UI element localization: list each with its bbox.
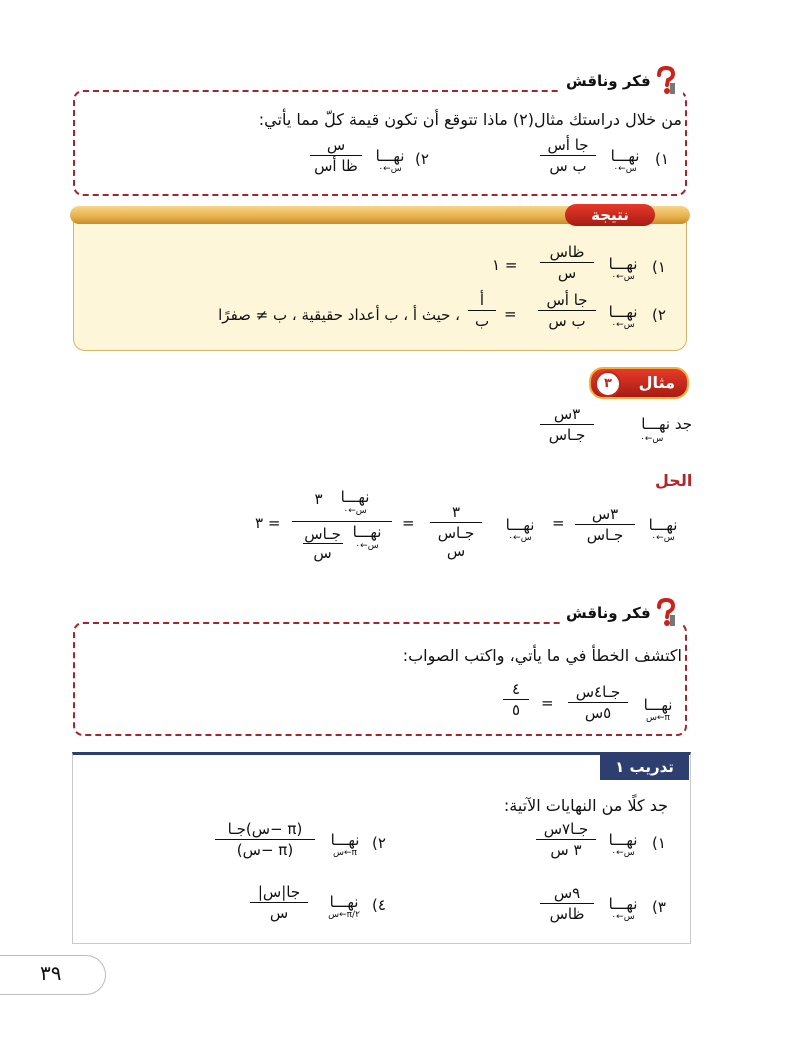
result-r1-eq: = ١	[492, 256, 518, 274]
result-title: نتيجة	[565, 204, 655, 226]
think1-item1-lim: نهـــا س←٠	[610, 147, 640, 174]
training-t1-num: ١)	[652, 834, 666, 852]
think2-rfrac: ٤ ٥	[503, 680, 529, 719]
think2-frac: جـا٤س ٥س	[568, 683, 628, 722]
result-r2-eq: =	[504, 305, 517, 323]
think-header-2	[560, 598, 683, 628]
solution-step1-lim: نهـــا س←٠	[648, 516, 678, 543]
training-t2-num: ٢)	[372, 834, 386, 852]
solution-label: الحل	[655, 471, 693, 490]
training-t2-frac: جـا(س− π) (س− π)	[215, 820, 315, 859]
training-t3-num: ٣)	[652, 898, 666, 916]
training-t4-frac: |جا|س س	[250, 883, 308, 922]
result-box	[73, 211, 687, 351]
training-t2-lim: نهـــا س←π	[330, 831, 360, 858]
page-number: ٣٩	[40, 961, 62, 985]
solution-step3-eq: =	[402, 514, 415, 532]
solution-step3-frac: نهـــا س←٠ ٣ نهـــا س←٠ جـاس س	[292, 490, 392, 562]
result-r2-frac: جا أس ب س	[538, 291, 596, 330]
training-t3-frac: ٩س ظاس	[540, 884, 594, 923]
solution-step2-eq: =	[552, 514, 565, 532]
example-prompt: جد نهـــا	[641, 415, 692, 433]
result-r2-num: ٢)	[652, 306, 666, 324]
think1-item1-frac: جا أس ب س	[540, 136, 596, 175]
solution-step1-frac: ٣س جـاس	[575, 505, 635, 544]
example-frac: ٣س جـاس	[540, 405, 594, 444]
result-r2-condition: ، حيث أ ، ب أعداد حقيقية ، ب ≠ صفرًا	[218, 306, 460, 324]
think-title-1: فكر وناقش	[566, 72, 651, 90]
training-t1-frac: جـا٧س ٣ س	[536, 820, 596, 859]
think-title-2: فكر وناقش	[566, 604, 651, 622]
training-t3-lim: نهـــا س←٠	[608, 895, 638, 922]
think2-lim: نهـــا س←π	[643, 696, 673, 723]
think-question-1: من خلال دراستك مثال(٢) ماذا تتوقع أن تكون قيمة كلّ مما يأتي:	[258, 110, 682, 129]
question-mark-icon	[655, 598, 677, 628]
training-t4-num: ٤)	[372, 896, 386, 914]
think1-item2-num: ٢)	[415, 150, 429, 168]
example-number: ٣	[595, 371, 621, 397]
think-question-2: اكتشف الخطأ في ما يأتي، واكتب الصواب:	[402, 646, 682, 665]
training-t1-lim: نهـــا س←٠	[608, 831, 638, 858]
think-header-1	[560, 66, 683, 96]
solution-step2-lim: نهـــا س←٠	[505, 516, 535, 543]
question-mark-icon	[655, 66, 677, 96]
result-r1-frac: ظاس س	[540, 243, 594, 282]
training-title: تدريب ١	[600, 754, 689, 780]
training-prompt: جد كلًا من النهايات الآتية:	[503, 796, 668, 815]
think1-item2-lim: نهـــا س←٠	[375, 147, 405, 174]
solution-result: = ٣	[255, 514, 281, 532]
solution-step2-frac: ٣ جـاس س	[430, 503, 482, 560]
example-sub: س←٠	[640, 434, 664, 444]
training-t4-lim: نهـــا س←π/٢	[328, 893, 360, 920]
example-tab: مثال	[589, 367, 689, 399]
result-r1-num: ١)	[652, 258, 666, 276]
result-r2-lim: نهـــا س←٠	[608, 303, 638, 330]
think1-item2-frac: س ظا أس	[310, 136, 362, 175]
result-r2-rfrac: أ ب	[468, 291, 496, 330]
think2-eq: =	[541, 694, 554, 712]
think1-item1-num: ١)	[655, 150, 669, 168]
result-r1-lim: نهـــا س←٠	[608, 255, 638, 282]
